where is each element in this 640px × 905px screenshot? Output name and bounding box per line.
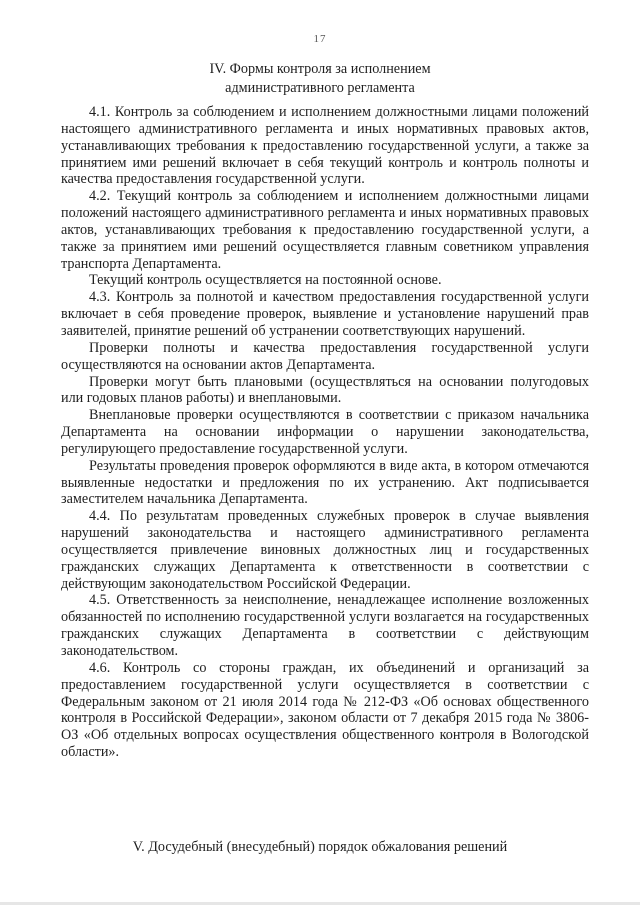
section-v-heading: V. Досудебный (внесудебный) порядок обжалования решений [132,839,508,855]
paragraph-4-3: 4.3. Контроль за полнотой и качеством предоставления государственной услуги включает в себя проведение проверок, выявление и установление нарушений прав заявителей, принятие решений об устранении соответствующих нарушений. [61,289,589,339]
paragraph-4-5: 4.5. Ответственность за неисполнение, ненадлежащее исполнение возложенных обязанностей по исполнению государственной услуги возлагается на государственных гражданских служащих Департамента в соответствии с действующим законодательством. [61,592,589,659]
paragraph-current-control: Текущий контроль осуществляется на постоянной основе. [89,272,442,289]
paragraph-4-1: 4.1. Контроль за соблюдением и исполнением должностными лицами положений настоящего административного регламента и иных нормативных правовых актов, устанавливающих требования к предоставлению государственной услуги, а также за принятием ими решений включает в себя текущий контроль и контроль полноты и качества предоставления государственной услуги. [61,104,589,188]
section-iv-title-line2: административного регламента [225,80,415,96]
paragraph-inspections-basis: Проверки полноты и качества предоставления государственной услуги осуществляются на основании актов Департамента. [61,339,589,373]
section-iv-heading [0,60,640,98]
page-number: 17 [313,33,327,45]
paragraph-4-4: 4.4. По результатам проведенных служебных проверок в случае выявления нарушений законодательства и настоящего административного регламента осуществляется привлечение виновных должностных лиц и государственных гражданских служащих Департамента к ответственности в соответствии с действующим законодательством Российской Федерации. [61,508,589,592]
paragraph-4-6: 4.6. Контроль со стороны граждан, их объединений и организаций за предоставлением государственной услуги осуществляется в соответствии с Федеральным законом от 21 июля 2014 года № 212-ФЗ «Об основах общественного контроля в Российской Федерации», законом области от 7 декабря 2015 года № 3806-ОЗ «Об отдельных вопросах осуществления общественного контроля в Вологодской области». [61,659,589,761]
section-iv-title-line1: IV. Формы контроля за исполнением [209,61,431,77]
paragraph-inspection-results: Результаты проведения проверок оформляются в виде акта, в котором отмечаются выявленные недостатки и предложения по их устранению. Акт подписывается заместителем начальника Департамента. [61,457,589,508]
paragraph-inspections-types: Проверки могут быть плановыми (осуществляться на основании полугодовых или годовых планов работы) и внеплановыми. [61,373,589,407]
section-iv-body [61,104,589,761]
paragraph-unscheduled-inspections: Внеплановые проверки осуществляются в соответствии с приказом начальника Департамента на основании информации о нарушении законодательства, регулирующего предоставление государственной услуги. [61,407,589,457]
paragraph-4-2: 4.2. Текущий контроль за соблюдением и исполнением должностными лицами положений настоящего административного регламента и иных нормативных правовых актов, устанавливающих требования к предоставлению государственной услуги, а также за принятием ими решений осуществляется главным советником управления транспорта Департамента. [61,188,589,272]
